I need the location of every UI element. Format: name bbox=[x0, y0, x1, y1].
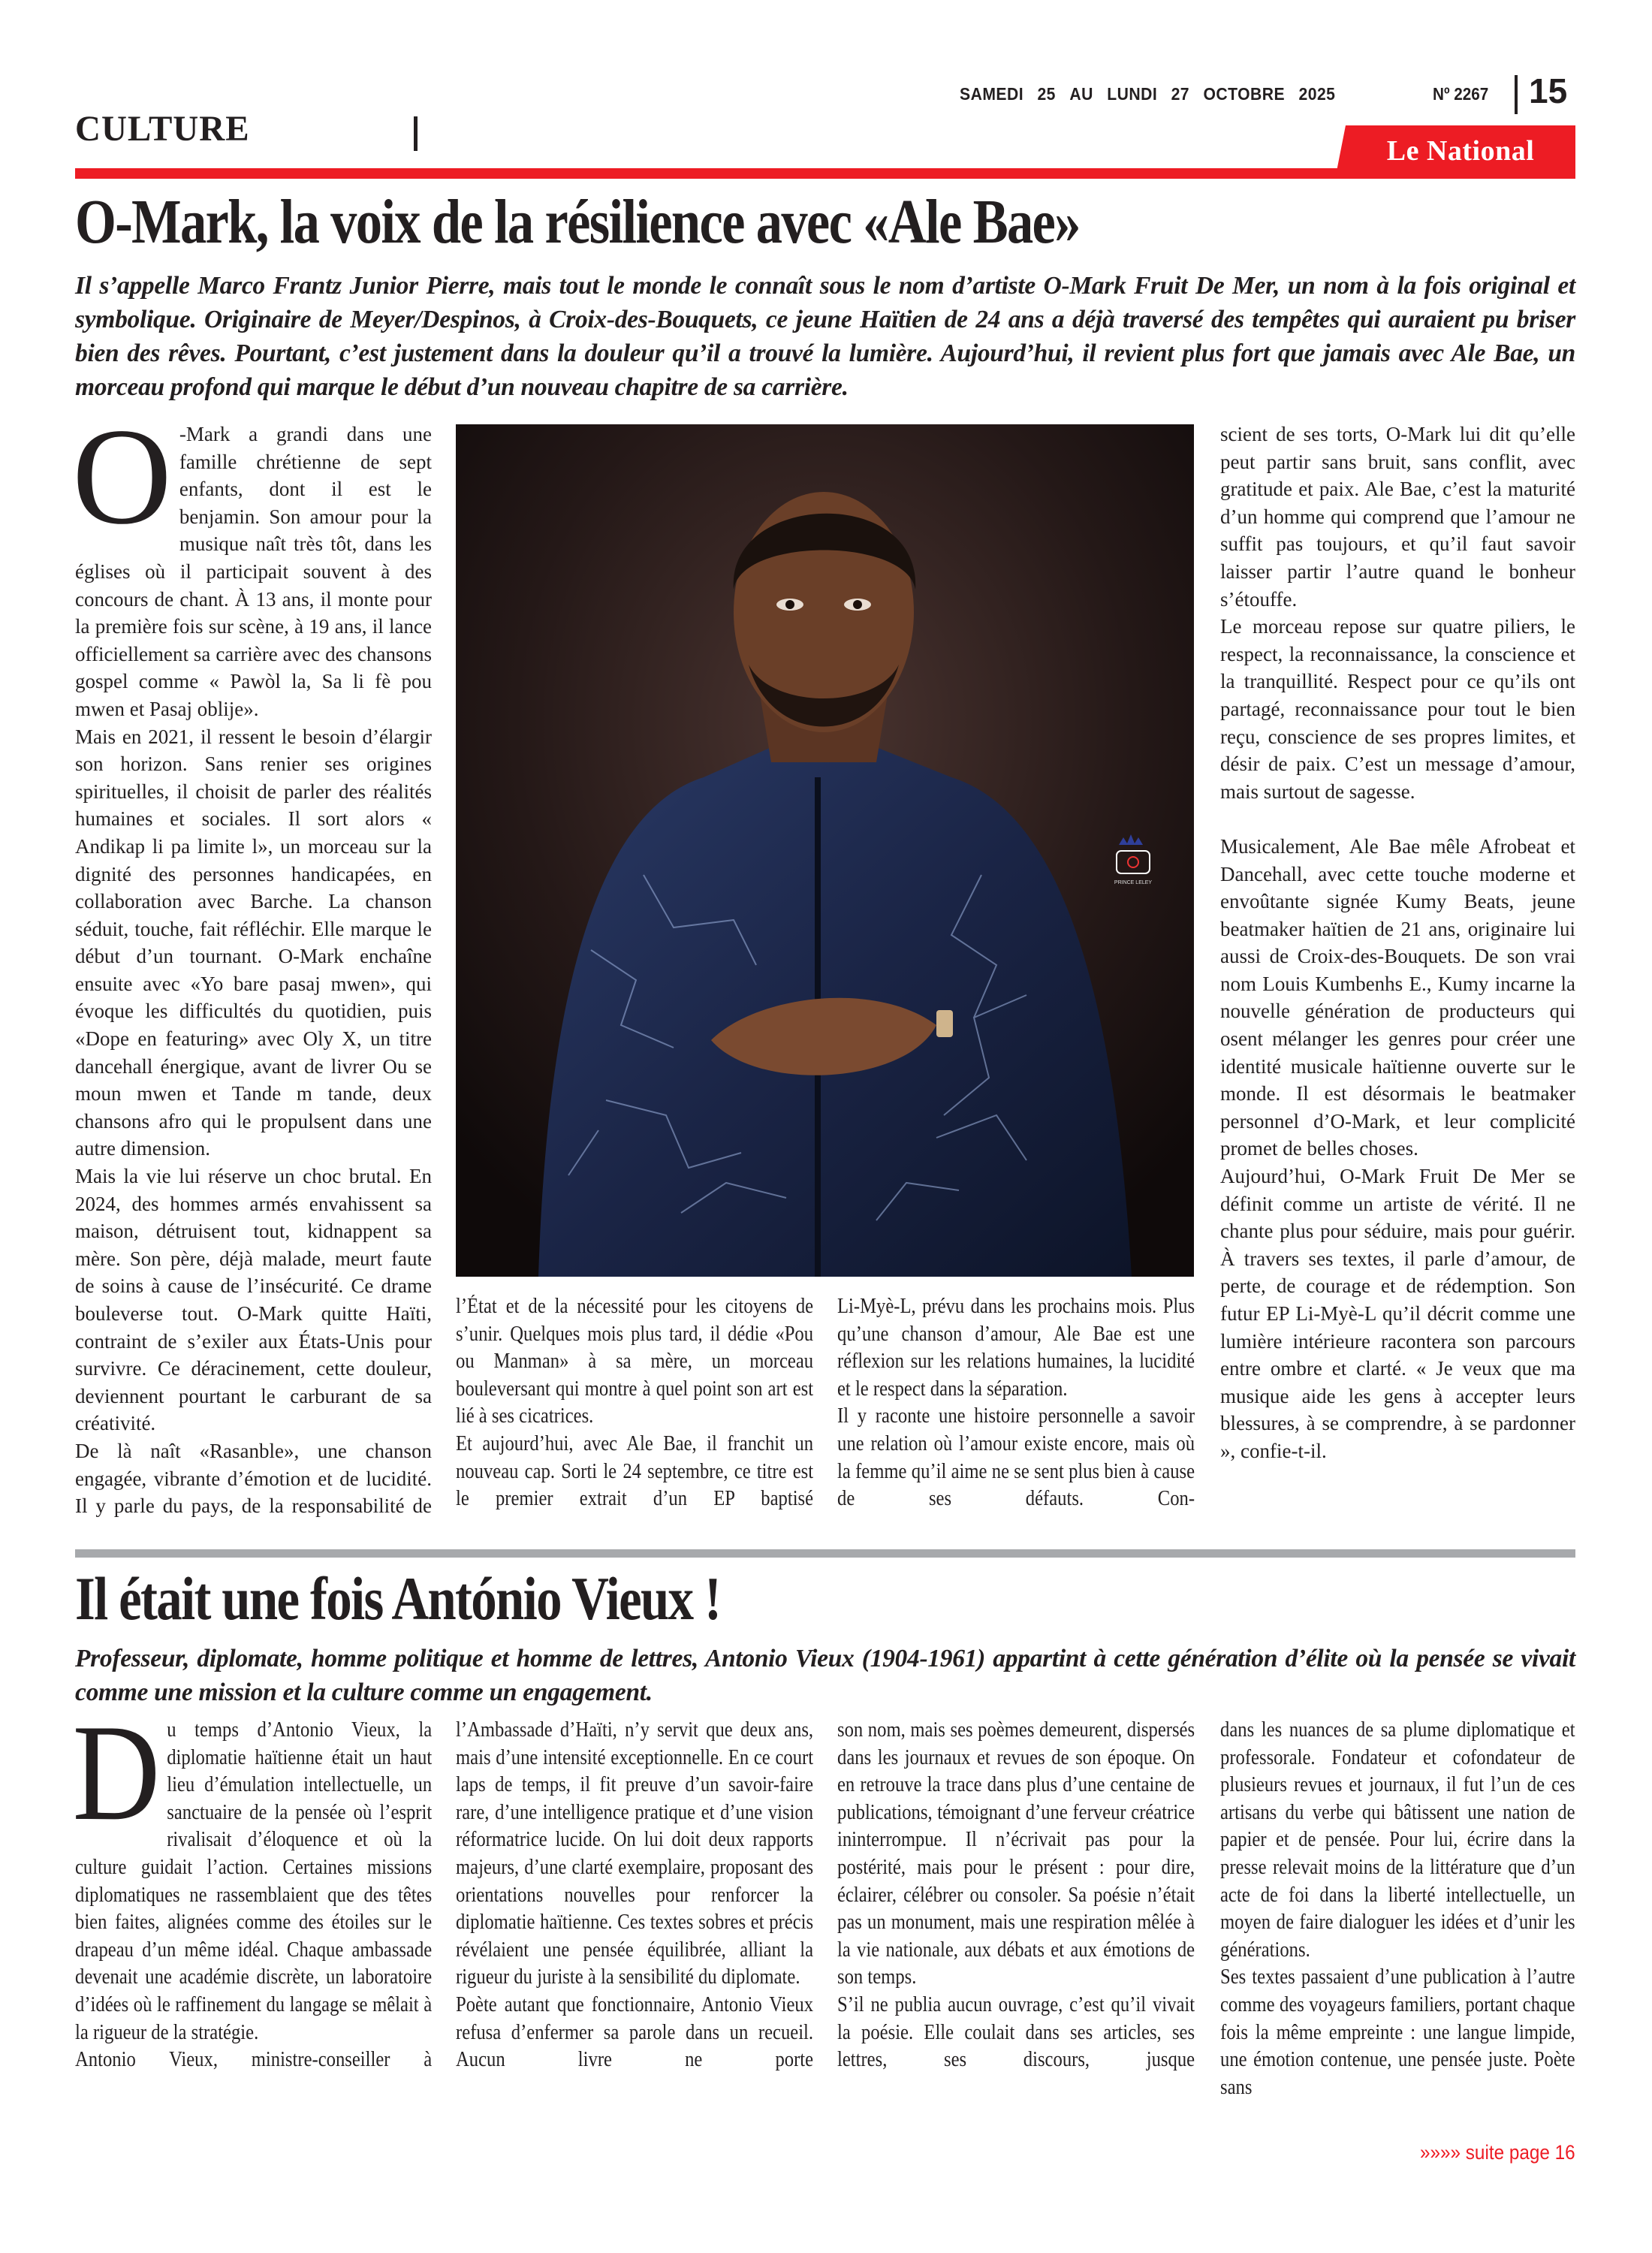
artist-photo bbox=[456, 424, 1194, 1277]
paragraph: Li-Myè-L, prévu dans les prochains mois. Plus qu’une chanson d’amour, Ale Bae est une réflexion sur les relations humaines, la lucidité et le respect dans la séparation. bbox=[837, 1295, 1195, 1401]
article1-standfirst: Il s’appelle Marco Frantz Junior Pierre, mais tout le monde le connaît sous le nom d’artiste O-Mark Fruit De Mer, un nom à la fois original et symbolique. Originaire de Meyer/Despinos, à Croix-des-Bouquets, ce jeune Haïtien de 24 ans a déjà traversé des tempêtes qui auraient pu briser bien des rêves. Pourtant, c’est justement dans la douleur qu’il a trouvé la lumière. Aujourd’hui, il revient plus fort que jamais avec Ale Bae, un morceau profond qui marque le début d’un nouveau chapitre de sa carrière. bbox=[75, 272, 1575, 401]
issue-number: Nº 2267 bbox=[1433, 84, 1489, 104]
article1-column-2 bbox=[456, 1293, 813, 1513]
continued-link[interactable]: »»»» suite page 16 bbox=[1420, 2141, 1575, 2164]
article2-standfirst: Professeur, diplomate, homme politique et homme de lettres, Antonio Vieux (1904-1961) appartint à cette génération d’élite où la pensée se vivait comme une mission et la culture comme un engagement. bbox=[75, 1645, 1575, 1706]
date-day2: LUNDI bbox=[1107, 84, 1158, 104]
article2-column-1 bbox=[72, 1696, 433, 2074]
drop-cap: D bbox=[72, 1696, 161, 1849]
date-end: 27 bbox=[1171, 84, 1190, 104]
date-day: SAMEDI bbox=[960, 84, 1024, 104]
date-month: OCTOBRE bbox=[1203, 84, 1286, 104]
page-number: 15 bbox=[1529, 71, 1568, 110]
paragraph: l’État et de la nécessité pour les citoyens de s’unir. Quelques mois plus tard, il dédie «Pou ou Manman» à sa mère, un morceau bouleversant qui montre à quel point son art est lié à ses cicatrices. bbox=[456, 1295, 814, 1428]
paragraph: Aujourd’hui, O-Mark Fruit De Mer se définit comme un artiste de vérité. Il ne chante plus pour séduire, mais pour guérir. À travers ses textes, il parle d’amour, de perte, de courage et de rédemption. Son futur EP Li-Myè-L qu’il décrit comme une lumière intérieure racontera son parcours entre ombre et clarté. « Je veux que ma musique aide les gens à accepter leurs blessures, à se comprendre, à se pardonner », confie-t-il. bbox=[1220, 1165, 1575, 1462]
article1-title: O-Mark, la voix de la résilience avec «Ale Bae» bbox=[75, 187, 1080, 257]
paragraph: Musicalement, Ale Bae mêle Afrobeat et Dancehall, avec cette touche moderne et envoûtante signée Kumy Beats, jeune beatmaker haïtien de 21 ans, originaire lui aussi de Croix-des-Bouquets. De son vrai nom Louis Kumbenhs E., Kumy incarne la nouvelle génération de producteurs qui osent mélanger les genres pour créer une identité musicale haïtienne ouverte sur le monde. Il est désormais le beatmaker personnel d’O-Mark, et leur complicité promet de belles choses. bbox=[1220, 834, 1575, 1160]
paragraph: u temps d’Antonio Vieux, la diplomatie haïtienne était un haut lieu d’émulation intellectuelle, un sanctuaire de la pensée où l’esprit rivalisait d’éloquence et où la culture guidait l’action. Certaines missions diplomatiques ne rassemblaient que des têtes bien faites, alignées comme des étoiles sur le drapeau d’un même idéal. Chaque ambassade devenait une académie discrète, un laboratoire d’idées où le raffinement du langage se mêlait à la rigueur de la stratégie. bbox=[75, 1718, 433, 2044]
paragraph: -Mark a grandi dans une famille chrétienne de sept enfants, dont il est le benjamin. Son amour pour la musique naît très tôt, dans les églises où il participait souvent à des concours de chant. À 13 ans, il monte pour la première fois sur scène, à 19 ans, il lance officiellement sa carrière avec des chansons gospel comme « Pawòl la, Sa li fè pou mwen et Pasaj oblije». bbox=[75, 423, 432, 720]
section-divider bbox=[414, 116, 418, 151]
brand-logo: Le National bbox=[1386, 135, 1535, 167]
paragraph: son nom, mais ses poèmes demeurent, dispersés dans les journaux et revues de son époque. On en retrouve la trace dans plus d’une centaine de publications, témoignant d’une ferveur créatrice ininterrompue. Il n’écrivait pas pour la postérité, mais pour le présent : pour dire, éclairer, célébrer ou consoler. Sa poésie n’était pas un monument, mais une respiration mêlée à la vie nationale, aux débats et aux émotions de son temps. bbox=[837, 1718, 1195, 1989]
section-label: CULTURE bbox=[75, 109, 250, 149]
article2-title: Il était une fois António Vieux ! bbox=[75, 1564, 721, 1633]
article1-column-4 bbox=[1220, 421, 1575, 1465]
article1-column-3 bbox=[837, 1293, 1195, 1513]
paragraph: l’Ambassade d’Haïti, n’y servit que deux ans, mais d’une intensité exceptionnelle. En ce court laps de temps, il fit preuve d’un savoir-faire rare, d’une intelligence pratique et d’une vision réformatrice lucide. On lui doit deux rapports majeurs, d’une clarté exemplaire, proposant des orientations nouvelles pour renforcer la diplomatie haïtienne. Ces textes sobres et précis révélaient une pensée équilibrée, alliant la rigueur du juriste à la sensibilité du diplomate. bbox=[456, 1718, 814, 1989]
paragraph: scient de ses torts, O-Mark lui dit qu’elle peut partir sans bruit, sans conflit, avec gratitude et paix. Ale Bae, c’est la maturité d’un homme qui comprend que l’amour ne suffit pas toujours, et qu’il faut savoir laisser partir l’autre quand le bonheur s’étouffe. bbox=[1220, 423, 1575, 611]
article2-column-4 bbox=[1220, 1717, 1575, 2101]
section-rule bbox=[75, 1549, 1575, 1558]
divider bbox=[1515, 75, 1518, 114]
paragraph: Mais en 2021, il ressent le besoin d’élargir son horizon. Sans renier ses origines spirituelles, il choisit de parler des réalités humaines et sociales. Il sort alors « Andikap li pa limite l», un morceau sur la dignité des personnes handicapées, en collaboration avec Barche. La chanson séduit, touche, fait réfléchir. Elle marque le début d’un tournant. O-Mark enchaîne ensuite avec «Yo bare pasaj mwen», qui évoque les difficultés du quotidien, puis «Dope en featuring» avec Oly X, un titre dancehall énergique, avant de livrer Ou se moun mwen et Tande m tande, deux chansons afro qui le propulsent dans une autre dimension. bbox=[75, 725, 432, 1160]
svg-text:PRINCE LELEY: PRINCE LELEY bbox=[1114, 880, 1153, 885]
date-year: 2025 bbox=[1298, 84, 1336, 104]
date-au: AU bbox=[1069, 84, 1093, 104]
paragraph: Mais la vie lui réserve un choc brutal. En 2024, des hommes armés envahissent sa maison, détruisent tout, kidnappent sa mère. Son père, déjà malade, meurt faute de soins à cause de l’insécurité. Ce drame bouleverse tout. O-Mark quitte Haïti, contraint de s’exiler aux États-Unis pour survivre. Ce déracinement, cette douleur, deviennent pourtant le carburant de sa créativité. bbox=[75, 1165, 432, 1435]
drop-cap: O bbox=[72, 400, 172, 553]
paragraph: Il y raconte une histoire personnelle a savoir une relation où l’amour existe encore, mais où la femme qu’il aime ne se sent plus bien à cause de ses défauts. Con- bbox=[837, 1404, 1195, 1511]
paragraph: Le morceau repose sur quatre piliers, le respect, la reconnaissance, la conscience et la tranquillité. Respect pour ce qu’ils ont partagé, reconnaissance pour tout le bien reçu, conscience de ses propres limites, et désir de paix. C’est un message d’amour, mais surtout de sagesse. bbox=[1220, 615, 1575, 803]
paragraph: dans les nuances de sa plume diplomatique et professorale. Fondateur et cofondateur de plusieurs revues et journaux, il fut l’un de ces artisans du verbe qui bâtissent une nation de papier et de pensée. Pour lui, écrire dans la presse relevait moins de la littérature que d’un acte de foi dans la liberté intellectuelle, un moyen de faire dialoguer les idées et d’unir les générations. bbox=[1220, 1718, 1575, 1962]
article2-column-3 bbox=[837, 1717, 1195, 2074]
paragraph: De là naît «Rasanble», une chanson engagée, vibrante d’émotion et de lucidité. Il y parle du pays, de la responsabilité de bbox=[75, 1439, 432, 1518]
article1-column-1 bbox=[72, 400, 432, 1520]
date-start: 25 bbox=[1037, 84, 1056, 104]
paragraph: Poète autant que fonctionnaire, Antonio Vieux refusa d’enfermer sa parole dans un recueil. Aucun livre ne porte bbox=[456, 1992, 814, 2072]
paragraph: Et aujourd’hui, avec Ale Bae, il franchit un nouveau cap. Sorti le 24 septembre, ce titre est le premier extrait d’un EP baptisé bbox=[456, 1431, 814, 1511]
portrait-image bbox=[456, 424, 1194, 1277]
paragraph: Antonio Vieux, ministre-conseiller à bbox=[75, 2048, 433, 2072]
paragraph: Ses textes passaient d’une publication à l’autre comme des voyageurs familiers, portant chaque fois la même empreinte : une langue limpide, une émotion contenue, une pensée juste. Poète sans bbox=[1220, 1965, 1575, 2099]
paragraph: S’il ne publia aucun ouvrage, c’est qu’il vivait la poésie. Elle coulait dans ses articles, ses lettres, ses discours, jusque bbox=[837, 1992, 1195, 2072]
article2-column-2 bbox=[456, 1717, 813, 2074]
issue-date bbox=[960, 84, 1349, 104]
